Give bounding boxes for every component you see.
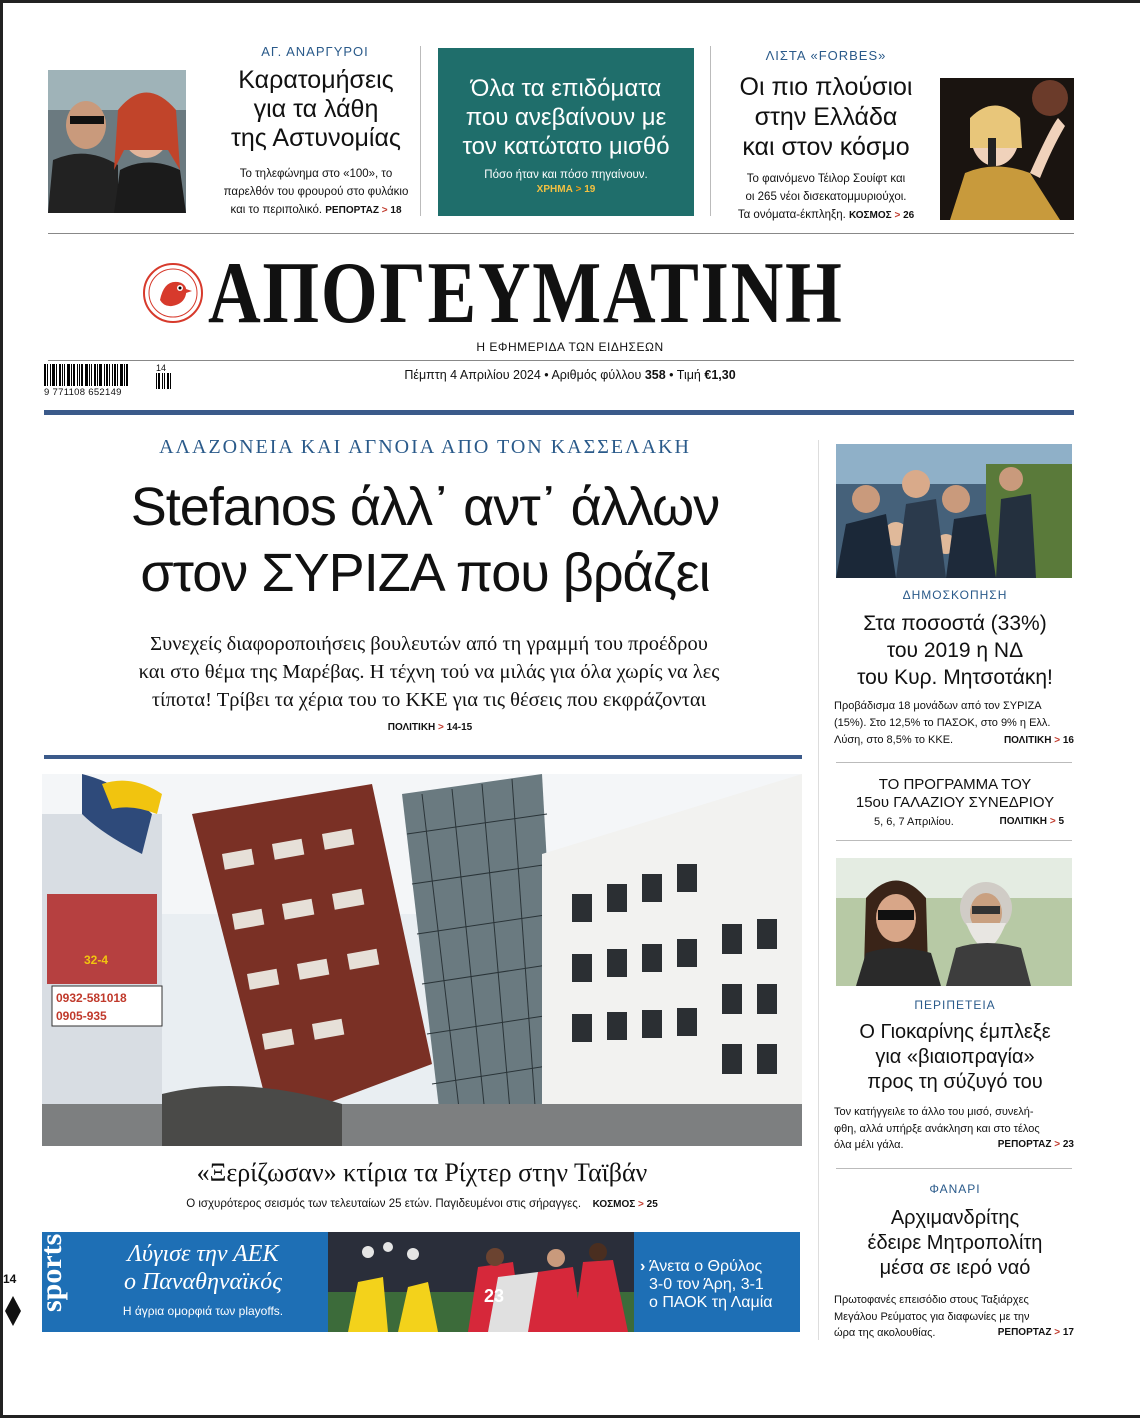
issue-number: 358: [644, 368, 666, 382]
body-line: παρελθόν του φρουρού στο φυλάκιο: [223, 186, 409, 198]
top-center-title: [438, 74, 694, 161]
masthead-divider: [48, 360, 1074, 361]
title-line: μέσα σε ιερό ναό: [879, 1257, 1031, 1279]
body-line: Προβάδισμα 18 μονάδων από τον ΣΥΡΙΖΑ: [834, 700, 1042, 712]
title-line: της Αστυνομίας: [231, 124, 401, 152]
chevron-right-icon: ›: [640, 1258, 646, 1275]
title-line: για τα λάθη: [253, 95, 379, 123]
body-line: τίποτα! Τρίβει τα χέρια του το ΚΚΕ για τις θέσεις που εκφράζονται: [151, 689, 707, 711]
ref-page: 5: [1058, 816, 1064, 827]
adventure-body: [834, 1104, 1074, 1154]
title-line: Στα ποσοστά (33%): [863, 612, 1047, 635]
sports-side-line: [640, 1258, 800, 1276]
date-line: [320, 368, 820, 382]
sports-side-text: Άνετα ο Θρύλος: [648, 1258, 763, 1275]
column-divider: [818, 440, 819, 1340]
headline-line: Stefanos άλλ᾽ αντ᾽ άλλων: [130, 477, 720, 537]
arrow-icon: >: [638, 1199, 644, 1210]
barcode-addon-digits: 14: [156, 363, 167, 373]
title-line: προς τη σύζυγό του: [867, 1071, 1043, 1093]
ref-label: ΧΡΗΜΑ: [536, 184, 573, 195]
ref-page: 19: [584, 184, 596, 195]
title-line: Λύγισε την ΑΕΚ: [127, 1241, 279, 1267]
title-line: και στον κόσμο: [742, 133, 910, 161]
sign-text: 0905-935: [56, 1009, 107, 1023]
ref-label: ΠΟΛΙΤΙΚΗ: [387, 722, 436, 733]
poll-photo: [836, 444, 1072, 578]
barcode-digits: 9 771108 652149: [44, 387, 122, 398]
ref-page: 23: [1062, 1139, 1074, 1150]
ref-page: 18: [390, 205, 402, 216]
body-line-text: Τα ονόματα-έκπληξη.: [737, 209, 846, 221]
poll-body: [834, 698, 1074, 749]
lead-kicker: ΑΛΑΖΟΝΕΙΑ ΚΑΙ ΑΓΝΟΙΑ ΑΠΟ ΤΟΝ ΚΑΣΣΕΛΑΚΗ: [159, 436, 691, 458]
section-ref[interactable]: [998, 1137, 1074, 1154]
title-line: τον κατώτατο μισθό: [462, 133, 670, 160]
ref-page: 14-15: [446, 722, 473, 733]
ref-label: ΚΟΣΜΟΣ: [592, 1199, 636, 1210]
title-line: για «βιαιοπραγία»: [875, 1046, 1035, 1068]
ref-label: ΚΟΣΜΟΣ: [849, 210, 892, 221]
ref-page: 17: [1062, 1327, 1074, 1338]
quake-photo: [42, 774, 802, 1146]
ref-label: ΠΟΛΙΤΙΚΗ: [999, 816, 1048, 827]
column-divider: [420, 46, 421, 216]
program-title[interactable]: [830, 776, 1080, 812]
body-line: Μεγάλου Ρεύματος για διαφωνίες με την: [834, 1310, 1030, 1323]
top-left-kicker: ΑΓ. ΑΝΑΡΓΥΡΟΙ: [261, 44, 369, 59]
title-line: ΤΟ ΠΡΟΓΡΑΜΜΑ ΤΟΥ: [878, 776, 1032, 793]
section-ref[interactable]: [849, 210, 914, 221]
title-line: Οι πιο πλούσιοι: [739, 73, 913, 101]
section-ref[interactable]: [998, 1325, 1074, 1342]
quake-caption[interactable]: «Ξερίζωσαν» κτίρια τα Ρίχτερ στην Ταϊβάν: [196, 1158, 648, 1187]
barcode-addon-bars: [156, 373, 186, 389]
section-ref[interactable]: [1004, 732, 1074, 749]
title-line: στην Ελλάδα: [754, 103, 898, 131]
body-line: Το φαινόμενο Τέιλορ Σουίφτ και: [746, 173, 906, 185]
title-line: έδειρε Μητροπολίτη: [867, 1232, 1043, 1254]
top-right-title: [712, 72, 940, 162]
ref-label: ΠΟΛΙΤΙΚΗ: [1003, 735, 1052, 746]
program-meta: [874, 816, 1064, 828]
ref-page: 16: [1062, 735, 1074, 746]
title-line: ο Παναθηναϊκός: [123, 1269, 283, 1295]
lead-bottom-bar: [44, 755, 802, 759]
arrow-icon: >: [381, 205, 388, 216]
body-line: (15%). Στο 12,5% το ΠΑΣΟΚ, στο 9% η Ελλ.: [834, 717, 1051, 729]
title-line: του Κυρ. Μητσοτάκη!: [857, 666, 1053, 689]
title-line: που ανεβαίνουν με: [465, 104, 667, 131]
poll-title[interactable]: [830, 610, 1080, 691]
sports-side-line: 3-0 τον Άρη, 3-1: [649, 1276, 764, 1293]
body-line: και στο θέμα της Μαρέβας. Η τέχνη τού να μιλάς για όλα χωρίς να λες: [138, 661, 720, 683]
sports-tag: sports: [35, 1233, 68, 1312]
title-line: Καρατομήσεις: [238, 66, 394, 94]
top-center-body: Πόσο ήταν και πόσο πηγαίνουν.: [484, 169, 648, 181]
title-line: Αρχιμανδρίτης: [890, 1207, 1020, 1229]
barcode-addon: [156, 363, 186, 389]
top-center-box[interactable]: [438, 48, 694, 216]
sports-side-line: ο ΠΑΟΚ τη Λαμία: [649, 1294, 773, 1311]
right-divider: [836, 840, 1072, 841]
section-ref[interactable]: [340, 722, 520, 733]
section-ref[interactable]: [1000, 816, 1064, 827]
title-line: του 2019 η ΝΔ: [886, 639, 1024, 662]
body-line: Συνεχείς διαφοροποιήσεις βουλευτών από τη γραμμή του προέδρου: [150, 633, 708, 655]
price: €1,30: [704, 368, 736, 382]
lead-headline[interactable]: [40, 474, 810, 606]
body-line-text: ώρα της ακολουθίας.: [834, 1327, 936, 1339]
arrow-icon: >: [1049, 816, 1056, 827]
body-line: [834, 1137, 1074, 1154]
top-right-body: [712, 170, 940, 225]
body-line-text: Λύση, στο 8,5% το ΚΚΕ.: [834, 734, 954, 746]
arrow-icon: >: [894, 210, 901, 221]
arrow-icon: >: [438, 722, 444, 733]
title-line: Ο Γιοκαρίνης έμπλεξε: [859, 1021, 1051, 1043]
body-line: [712, 206, 940, 225]
poll-kicker: ΔΗΜΟΣΚΟΠΗΣΗ: [902, 588, 1008, 602]
sports-photo: [328, 1232, 634, 1332]
fanari-kicker: ΦΑΝΑΡΙ: [929, 1182, 981, 1196]
adventure-photo: [836, 858, 1072, 986]
title-line: 15ου ΓΑΛΑΖΙΟΥ ΣΥΝΕΔΡΙΟΥ: [855, 794, 1055, 811]
adventure-title[interactable]: [830, 1020, 1080, 1095]
lead-body: [44, 630, 814, 714]
headline-line: στον ΣΥΡΙΖΑ που βράζει: [140, 543, 710, 603]
ref-page: 25: [646, 1199, 658, 1210]
diamond-icon: [5, 1296, 21, 1326]
body-line: [834, 732, 1074, 749]
arrow-icon: >: [1054, 735, 1061, 746]
body-line: Τον κατήγγειλε το άλλο του μισό, συνελή-: [834, 1106, 1034, 1118]
sports-banner[interactable]: [35, 1232, 800, 1332]
quake-body: [42, 1198, 802, 1210]
body-line: Το τηλεφώνημα στο «100», το: [239, 168, 393, 180]
top-right-kicker: ΛΙΣΤΑ «FORBES»: [765, 48, 887, 63]
section-ref[interactable]: [325, 205, 401, 216]
top-left-photo: [48, 70, 186, 213]
body-line: φθη, αλλά υπήρξε ανάκληση και στο τέλος: [834, 1122, 1040, 1135]
column-divider: [710, 46, 711, 216]
masthead-subtitle: Η ΕΦΗΜΕΡΙΔΑ ΤΩΝ ΕΙΔΗΣΕΩΝ: [476, 340, 664, 354]
top-divider: [48, 233, 1074, 234]
date-text: Πέμπτη 4 Απριλίου 2024 • Αριθμός φύλλου: [404, 368, 642, 382]
page-number: 14: [3, 1272, 17, 1286]
section-ref[interactable]: [438, 184, 694, 195]
ref-label: ΡΕΠΟΡΤΑΖ: [997, 1139, 1052, 1150]
arrow-icon: >: [1054, 1327, 1061, 1338]
sign-text: 0932-581018: [56, 991, 127, 1005]
fanari-body: [834, 1292, 1074, 1342]
quake-body-text: Ο ισχυρότερος σεισμός των τελευταίων 25 ετών. Παγιδευμένοι στις σήραγγες.: [186, 1198, 582, 1210]
body-line: [834, 1325, 1074, 1342]
body-line: Πρωτοφανές επεισόδιο στους Ταξιάρχες: [834, 1294, 1029, 1306]
ref-label: ΡΕΠΟΡΤΑΖ: [997, 1327, 1052, 1338]
top-right-photo: [940, 78, 1074, 220]
arrow-icon: >: [575, 184, 582, 195]
arrow-icon: >: [1054, 1139, 1061, 1150]
body-line: οι 265 νέοι δισεκατομμυριούχοι.: [745, 191, 907, 203]
masthead-title: ΑΠΟΓΕΥΜΑΤΙΝΗ: [208, 245, 844, 342]
body-line-text: όλα μέλι γάλα.: [834, 1139, 904, 1151]
jersey-number: 23: [484, 1286, 505, 1306]
masthead-logo-icon: [142, 262, 204, 324]
sports-sub: Η άγρια ομορφιά των playoffs.: [122, 1304, 284, 1318]
top-left-body: [196, 165, 436, 220]
body-line: [196, 201, 436, 220]
price-label: • Τιμή: [669, 368, 701, 382]
masthead-bottom-bar: [44, 410, 1074, 415]
fanari-title[interactable]: [830, 1206, 1080, 1281]
sports-title: [78, 1240, 328, 1296]
body-line-text: και το περιπολικό.: [230, 204, 323, 216]
right-divider: [836, 762, 1072, 763]
sports-side: [640, 1258, 800, 1312]
program-dates: 5, 6, 7 Απριλίου.: [874, 816, 954, 828]
ref-label: ΡΕΠΟΡΤΑΖ: [325, 205, 379, 216]
section-ref[interactable]: [584, 1199, 658, 1210]
ref-page: 26: [903, 210, 915, 221]
sign-text: 32-4: [84, 953, 109, 967]
top-left-title: [196, 66, 436, 153]
adventure-kicker: ΠΕΡΙΠΕΤΕΙΑ: [914, 998, 996, 1012]
title-line: Όλα τα επιδόματα: [470, 75, 662, 102]
right-divider: [836, 1168, 1072, 1169]
